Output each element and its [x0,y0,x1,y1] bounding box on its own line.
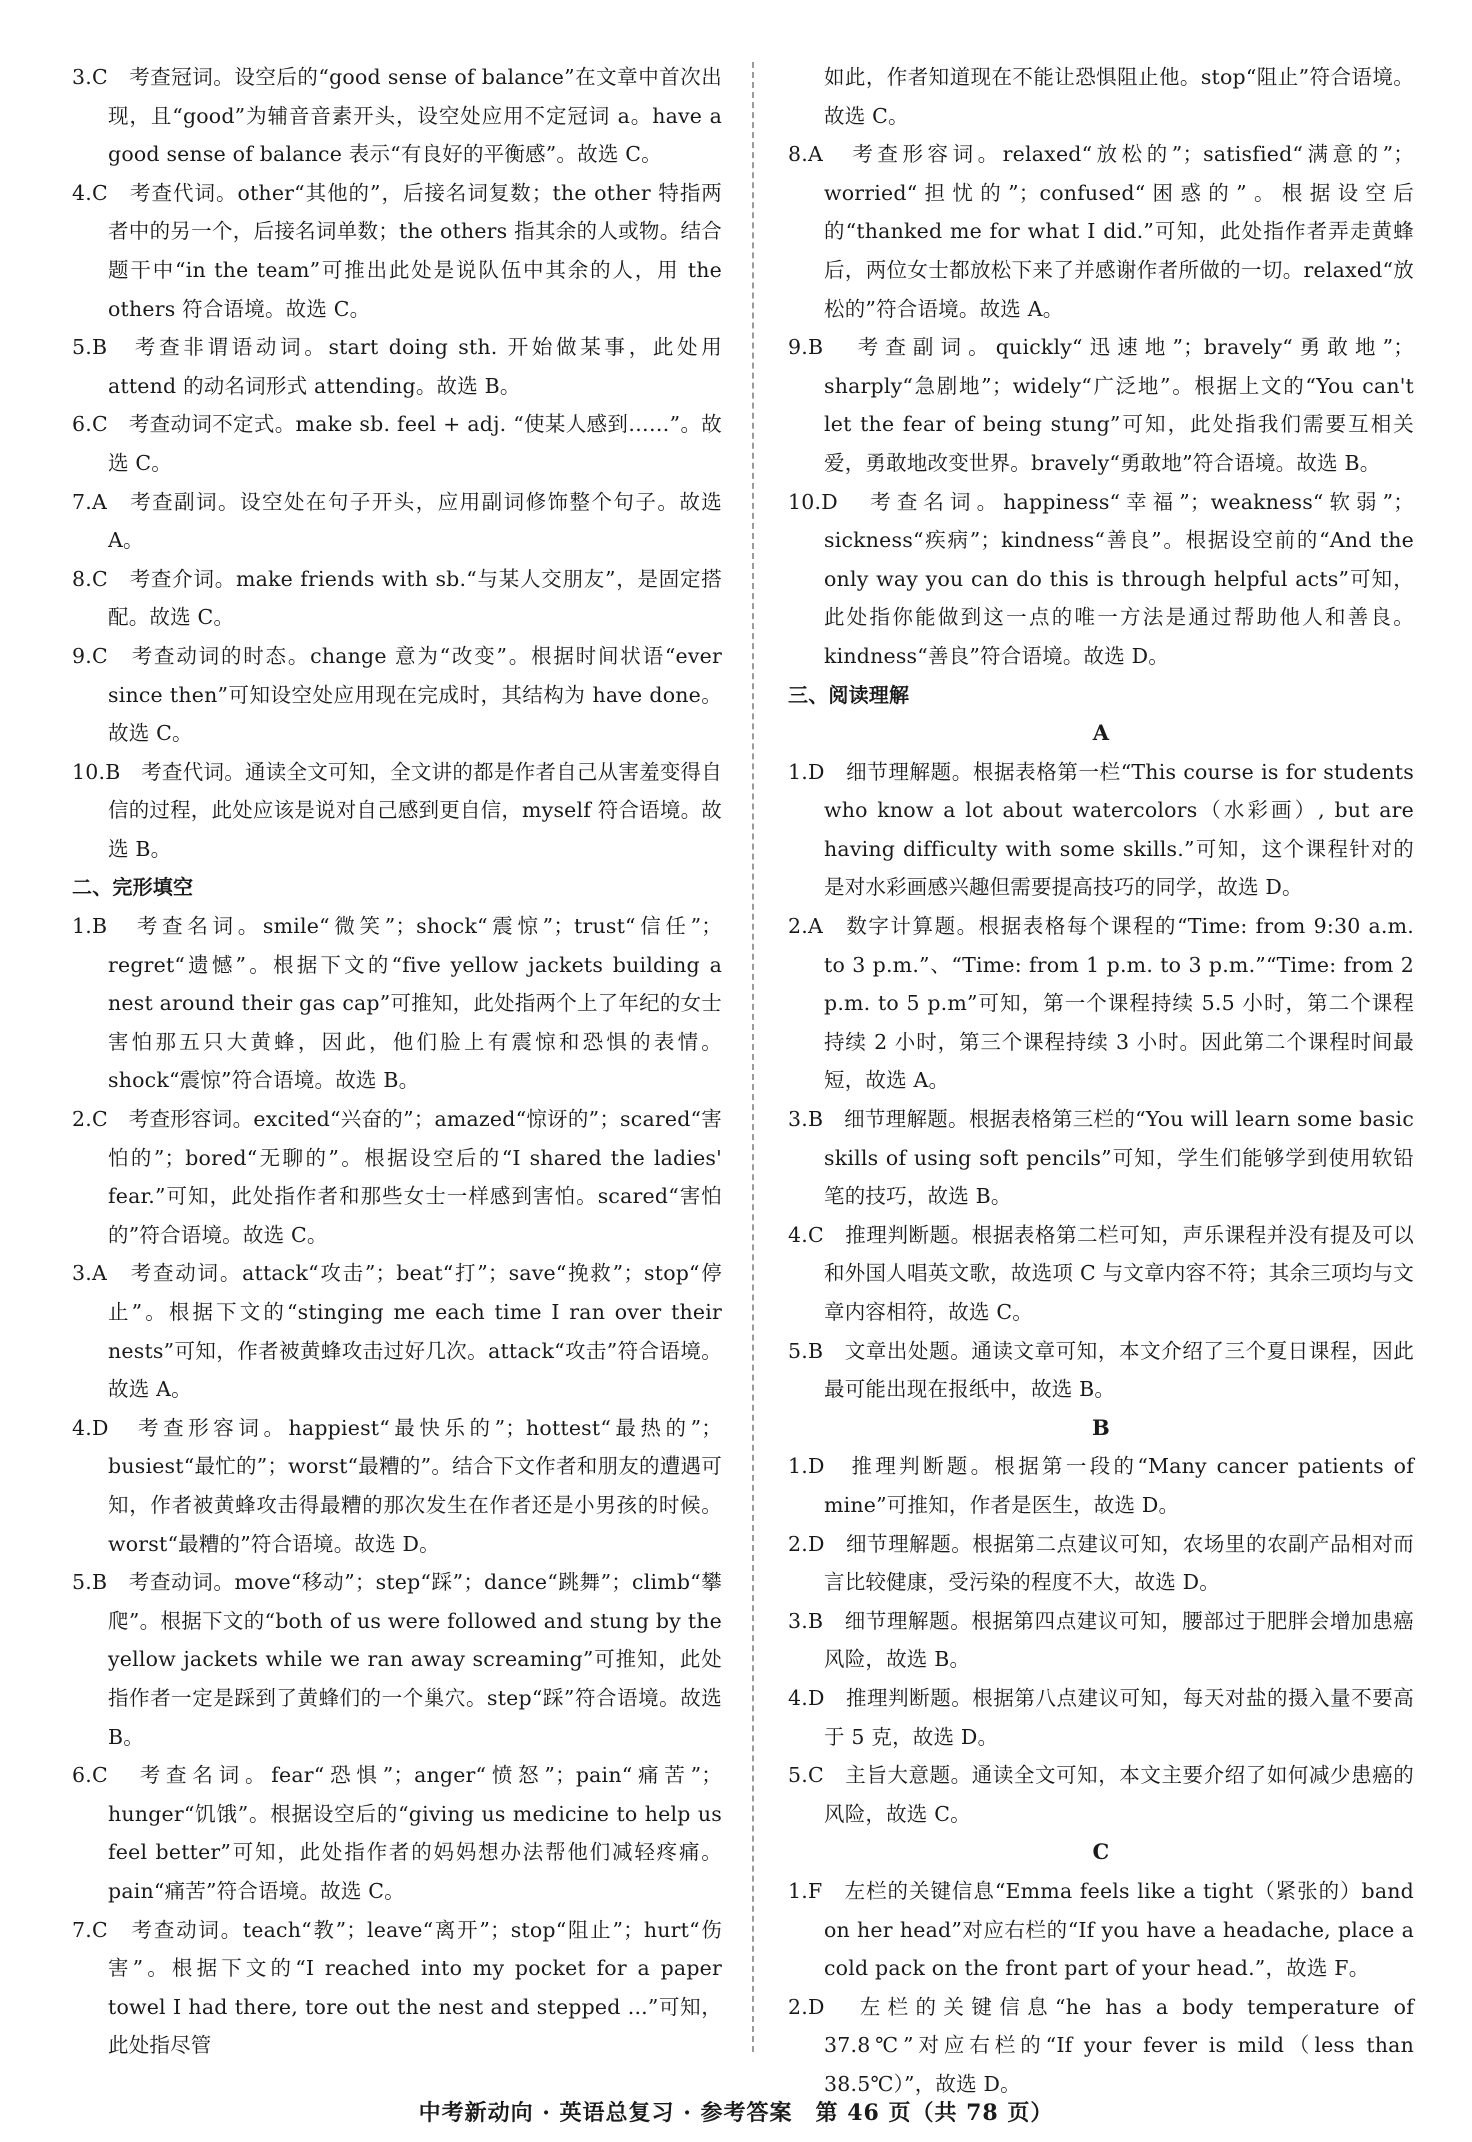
left-column [72,58,722,2065]
answer-item: 1.D 推理判断题。根据第一段的“Many cancer patients of mine”可推知，作者是医生，故选 D。 [788,1454,1414,1517]
answer-item: 5.B 考查动词。move“移动”；step“踩”；dance“跳舞”；climb“攀爬”。根据下文的“both of us were followed and stung by the yellow jackets while we ran away screaming”可推知，此处指作者一定是踩到了黄蜂们的一个巢穴。step“踩”符合语境。故选 B。 [72,1570,722,1749]
answer-item: 1.D 细节理解题。根据表格第一栏“This course is for students who know a lot about watercolors（水彩画）, but are having difficulty with some skills.”可知，这个课程针对的是对水彩画感兴趣但需要提高技巧的同学，故选 D。 [788,759,1414,900]
section-heading: 二、完形填空 [72,875,194,900]
column-divider [752,62,754,2052]
answer-item: 7.C 考查动词。teach“教”；leave“离开”；stop“阻止”；hurt“伤害”。根据下文的“I reached into my pocket for a paper towel I had there, tore out the nest and stepped ...”可知，此处指尽管 [72,1917,722,2058]
answer-item: 8.A 考查形容词。relaxed“放松的”；satisfied“满意的”；worried“担忧的”；confused“困惑的”。根据设空后的“thanked me for what I did.”可知，此处指作者弄走黄蜂后，两位女士都放松下来了并感谢作者所做的一切。relaxed“放松的”符合语境。故选 A。 [788,142,1414,321]
answer-item: 9.B 考查副词。quickly“迅速地”；bravely“勇敢地”；sharply“急剧地”；widely“广泛地”。根据上文的“You can't let the fear of being stung”可知，此处指我们需要互相关爱，勇敢地改变世界。bravely“勇敢地”符合语境。故选 B。 [788,335,1414,475]
answer-item: 3.B 细节理解题。根据第四点建议可知，腰部过于肥胖会增加患癌风险，故选 B。 [788,1608,1414,1672]
answer-item: 2.C 考查形容词。excited“兴奋的”；amazed“惊讶的”；scared“害怕的”；bored“无聊的”。根据设空后的“I shared the ladies' fear.”可知，此处指作者和那些女士一样感到害怕。scared“害怕的”符合语境。故选 C。 [72,1107,722,1247]
answer-item: 4.D 考查形容词。happiest“最快乐的”；hottest“最热的”；busiest“最忙的”；worst“最糟的”。结合下文作者和朋友的遭遇可知，作者被黄蜂攻击得最糟的那次发生在作者还是小男孩的时候。worst“最糟的”符合语境。故选 D。 [72,1415,722,1556]
answer-item: 4.D 推理判断题。根据第八点建议可知，每天对盐的摄入量不要高于 5 克，故选 D。 [788,1685,1414,1749]
answer-item: 4.C 推理判断题。根据表格第二栏可知，声乐课程并没有提及可以和外国人唱英文歌，故选项 C 与文章内容不符；其余三项均与文章内容相符，故选 C。 [788,1222,1414,1324]
answer-item: 5.C 主旨大意题。通读全文可知，本文主要介绍了如何减少患癌的风险，故选 C。 [788,1763,1414,1826]
answer-item: 6.C 考查动词不定式。make sb. feel + adj. “使某人感到……”。故选 C。 [72,412,722,475]
section-heading: 三、阅读理解 [788,682,910,707]
answer-item: 2.D 左栏的关键信息“he has a body temperature of 37.8℃”对应右栏的“If your fever is mild（less than 38.5℃）”，故选 D。 [788,1994,1414,2096]
answer-item: 3.C 考查冠词。设空后的“good sense of balance”在文章中首次出现，且“good”为辅音音素开头，设空处应用不定冠词 a。have a good sense of balance 表示“有良好的平衡感”。故选 C。 [72,65,722,167]
answer-item: 5.B 文章出处题。通读文章可知，本文介绍了三个夏日课程，因此最可能出现在报纸中，故选 B。 [788,1338,1414,1402]
passage-label: C [1092,1839,1110,1865]
answer-item: 5.B 考查非谓语动词。start doing sth. 开始做某事，此处用 attend 的动名词形式 attending。故选 B。 [72,335,722,398]
answer-item: 3.A 考查动词。attack“攻击”；beat“打”；save“挽救”；stop“停止”。根据下文的“stinging me each time I ran over their nests”可知，作者被黄蜂攻击过好几次。attack“攻击”符合语境。故选 A。 [72,1261,722,1402]
answer-item: 8.C 考查介词。make friends with sb.“与某人交朋友”，是固定搭配。故选 C。 [72,566,722,630]
right-column [788,58,1414,2103]
answer-item: 1.B 考查名词。smile“微笑”；shock“震惊”；trust“信任”；regret“遗憾”。根据下文的“five yellow jackets building a nest around their gas cap”可推知，此处指两个上了年纪的女士害怕那五只大黄蜂，因此，他们脸上有震惊和恐惧的表情。shock“震惊”符合语境。故选 B。 [72,914,722,1093]
passage-label: B [1092,1414,1110,1440]
answer-item: 1.F 左栏的关键信息“Emma feels like a tight（紧张的）band on her head”对应右栏的“If you have a headache, place a cold pack on the front part of your head.”，故选 F。 [788,1878,1414,1981]
answer-item: 2.A 数字计算题。根据表格每个课程的“Time: from 9:30 a.m. to 3 p.m.”、“Time: from 1 p.m. to 3 p.m.”“Time: from 2 p.m. to 5 p.m”可知，第一个课程持续 5.5 小时，第二个课程持续 2 小时，第三个课程持续 3 小时。因此第二个课程时间最短，故选 A。 [788,914,1414,1093]
answer-item: 10.D 考查名词。happiness“幸福”；weakness“软弱”；sickness“疾病”；kindness“善良”。根据设空前的“And the only way you can do this is through helpful acts”可知，此处指你能做到这一点的唯一方法是通过帮助他人和善良。kindness“善良”符合语境。故选 D。 [788,489,1414,668]
answer-item: 4.C 考查代词。other“其他的”，后接名词复数；the other 特指两者中的另一个，后接名词单数；the others 指其余的人或物。结合题干中“in the team”可推出此处是说队伍中其余的人，用 the others 符合语境。故选 C。 [72,180,722,321]
answer-item: 2.D 细节理解题。根据第二点建议可知，农场里的农副产品相对而言比较健康，受污染的程度不大，故选 D。 [788,1531,1414,1595]
answer-item: 6.C 考查名词。fear“恐惧”；anger“愤怒”；pain“痛苦”；hunger“饥饿”。根据设空后的“giving us medicine to help us feel better”可知，此处指作者的妈妈想办法帮他们减轻疼痛。pain“痛苦”符合语境。故选 C。 [72,1763,722,1903]
answer-item: 7.A 考查副词。设空处在句子开头，应用副词修饰整个句子。故选 A。 [72,489,722,553]
passage-label: A [1092,720,1110,746]
answer-item: 3.B 细节理解题。根据表格第三栏的“You will learn some basic skills of using soft pencils”可知，学生们能够学到使用软铅笔的技巧，故选 B。 [788,1107,1414,1209]
answer-item: 9.C 考查动词的时态。change 意为“改变”。根据时间状语“ever since then”可知设空处应用现在完成时，其结构为 have done。故选 C。 [72,643,722,746]
answer-continuation: 如此，作者知道现在不能让恐惧阻止他。stop“阻止”符合语境。故选 C。 [824,65,1414,128]
page-footer: 中考新动向 · 英语总复习 · 参考答案 第 46 页（共 78 页） [418,2100,1054,2126]
answer-item: 10.B 考查代词。通读全文可知，全文讲的都是作者自己从害羞变得自信的过程，此处应该是说对自己感到更自信，myself 符合语境。故选 B。 [72,759,722,861]
